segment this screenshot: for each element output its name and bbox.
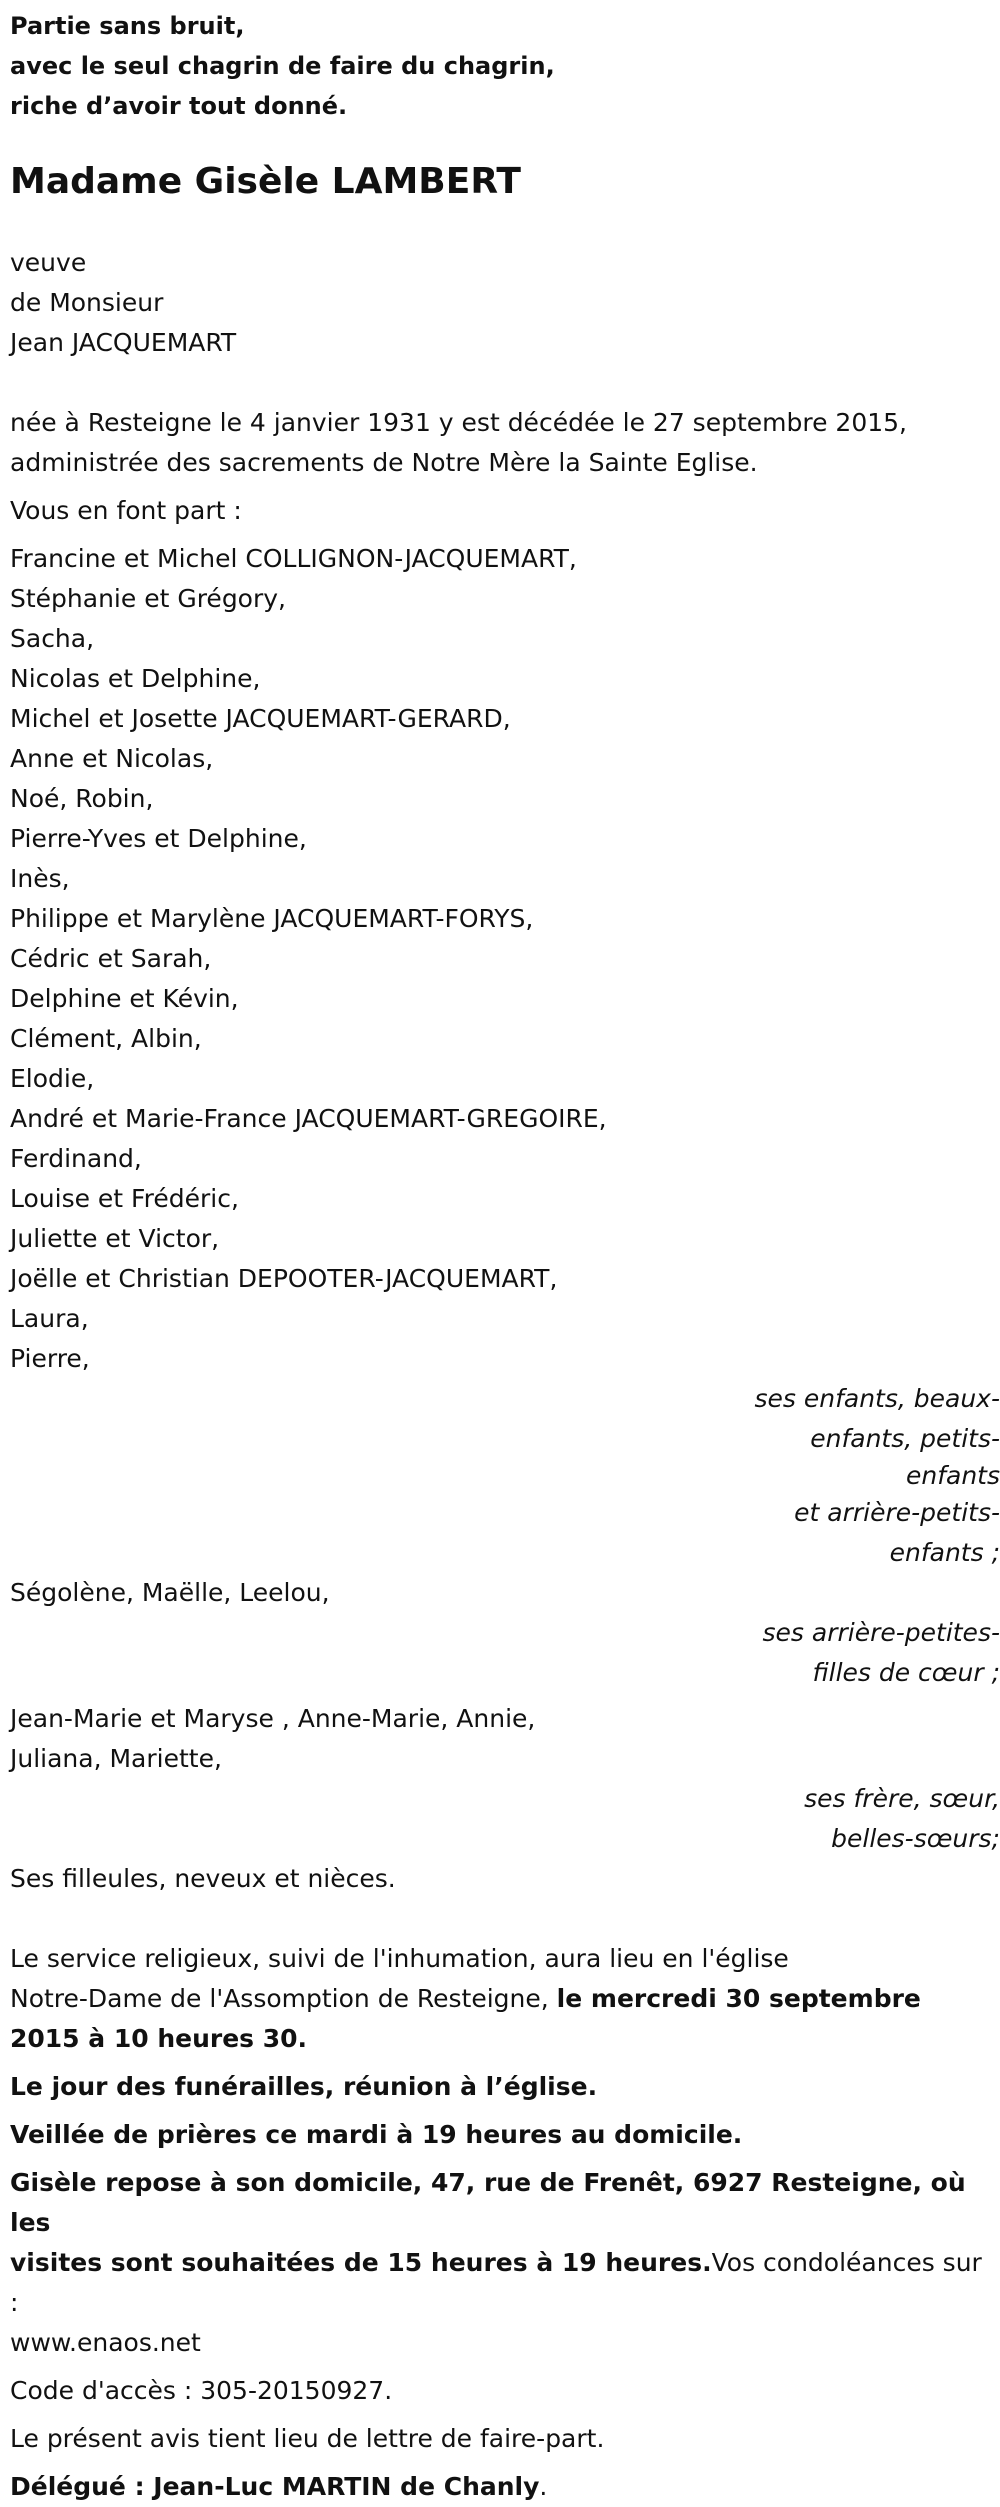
family-member: Sacha,	[10, 624, 95, 653]
widow-line: veuve	[10, 248, 87, 277]
godchildren-line: Ses filleules, neveux et nièces.	[10, 1864, 396, 1893]
family-member: Inès,	[10, 864, 70, 893]
siblings-list	[10, 1699, 995, 1779]
family-member: Cédric et Sarah,	[10, 944, 212, 973]
family-member: André et Marie-France JACQUEMART-GREGOIRE,	[10, 1104, 607, 1133]
delegate-end: .	[539, 2472, 548, 2501]
family-member: Noé, Robin,	[10, 784, 154, 813]
family-member: Michel et Josette JACQUEMART-GERARD,	[10, 704, 511, 733]
family-member: Pierre-Yves et Delphine,	[10, 824, 307, 853]
condolences-link[interactable]: www.enaos.net	[10, 2328, 201, 2357]
born-line: née à Resteigne le 4 janvier 1931 y est décédée le 27 septembre 2015,	[10, 408, 907, 437]
sibling-line: Jean-Marie et Maryse , Anne-Marie, Annie,	[10, 1704, 536, 1733]
family-member: Pierre,	[10, 1344, 90, 1373]
visit-hours: visites sont souhaitées de 15 heures à 19 heures.	[10, 2248, 712, 2277]
relation-line: enfants ;	[889, 1538, 1000, 1567]
family-member: Laura,	[10, 1304, 89, 1333]
repose-line	[10, 2243, 995, 2323]
family-member: Stéphanie et Grégory,	[10, 584, 287, 613]
relation-line: ses enfants, beaux-	[754, 1384, 1000, 1413]
access-code: Code d'accès : 305-20150927.	[10, 2376, 393, 2405]
condolences-text: Vos condoléances sur :	[10, 2248, 982, 2317]
widow-line: Jean JACQUEMART	[10, 328, 237, 357]
relation-line: ses frère, sœur,	[804, 1784, 1000, 1813]
family-member: Juliette et Victor,	[10, 1224, 220, 1253]
born-line: administrée des sacrements de Notre Mère la Sainte Eglise.	[10, 448, 758, 477]
family-member: Delphine et Kévin,	[10, 984, 239, 1013]
delegate-name: Délégué : Jean-Luc MARTIN de Chanly	[10, 2472, 540, 2501]
obituary-content	[10, 6, 1000, 2507]
service-place: Notre-Dame de l'Assomption de Resteigne,	[10, 1984, 557, 2013]
funeral-day-meeting: Le jour des funérailles, réunion à l’église.	[10, 2072, 598, 2101]
intro-line: avec le seul chagrin de faire du chagrin,	[10, 52, 555, 80]
intro-line: riche d’avoir tout donné.	[10, 92, 348, 120]
family-list	[10, 539, 995, 1379]
widow-of	[10, 243, 995, 363]
vigil-info: Veillée de prières ce mardi à 19 heures au domicile.	[10, 2120, 743, 2149]
repose-info	[10, 2163, 995, 2363]
family-member: Nicolas et Delphine,	[10, 664, 261, 693]
relation-great-granddaughters	[740, 1613, 1000, 1693]
family-member: Louise et Frédéric,	[10, 1184, 239, 1213]
family-member: Francine et Michel COLLIGNON-JACQUEMART,	[10, 544, 577, 573]
service-time: 2015 à 10 heures 30.	[10, 2024, 308, 2053]
relation-line: enfants, petits-	[810, 1424, 1000, 1453]
service-info	[10, 1939, 995, 2059]
relation-line: ses arrière-petites-	[762, 1618, 1000, 1647]
great-granddaughters: Ségolène, Maëlle, Leelou,	[10, 1578, 330, 1607]
relation-children	[740, 1379, 1000, 1493]
relation-siblings	[740, 1779, 1000, 1859]
notice-text: Le présent avis tient lieu de lettre de faire-part.	[10, 2424, 605, 2453]
relation-line: enfants	[905, 1461, 1000, 1490]
repose-line: Gisèle repose à son domicile, 47, rue de Frenêt, 6927 Resteigne, où les	[10, 2168, 966, 2237]
family-member: Joëlle et Christian DEPOOTER-JACQUEMART,	[10, 1264, 558, 1293]
relation-line: belles-sœurs;	[831, 1824, 1000, 1853]
delegate-line	[10, 2467, 995, 2507]
deceased-name: Madame Gisèle LAMBERT	[10, 161, 521, 202]
birth-death-info	[10, 403, 995, 483]
service-line: Le service religieux, suivi de l'inhumation, aura lieu en l'église	[10, 1944, 789, 1973]
family-member: Philippe et Marylène JACQUEMART-FORYS,	[10, 904, 534, 933]
intro-verse	[10, 6, 995, 126]
relation-line: et arrière-petits-	[794, 1498, 1000, 1527]
relation-great-grandchildren	[740, 1493, 1000, 1573]
service-line	[10, 1979, 995, 2019]
widow-line: de Monsieur	[10, 288, 164, 317]
relation-line: filles de cœur ;	[812, 1658, 1000, 1687]
announce-text: Vous en font part :	[10, 496, 242, 525]
family-member: Elodie,	[10, 1064, 95, 1093]
family-member: Clément, Albin,	[10, 1024, 202, 1053]
sibling-line: Juliana, Mariette,	[10, 1744, 222, 1773]
family-member: Anne et Nicolas,	[10, 744, 214, 773]
intro-line: Partie sans bruit,	[10, 12, 245, 40]
family-member: Ferdinand,	[10, 1144, 142, 1173]
service-date: le mercredi 30 septembre	[556, 1984, 921, 2013]
